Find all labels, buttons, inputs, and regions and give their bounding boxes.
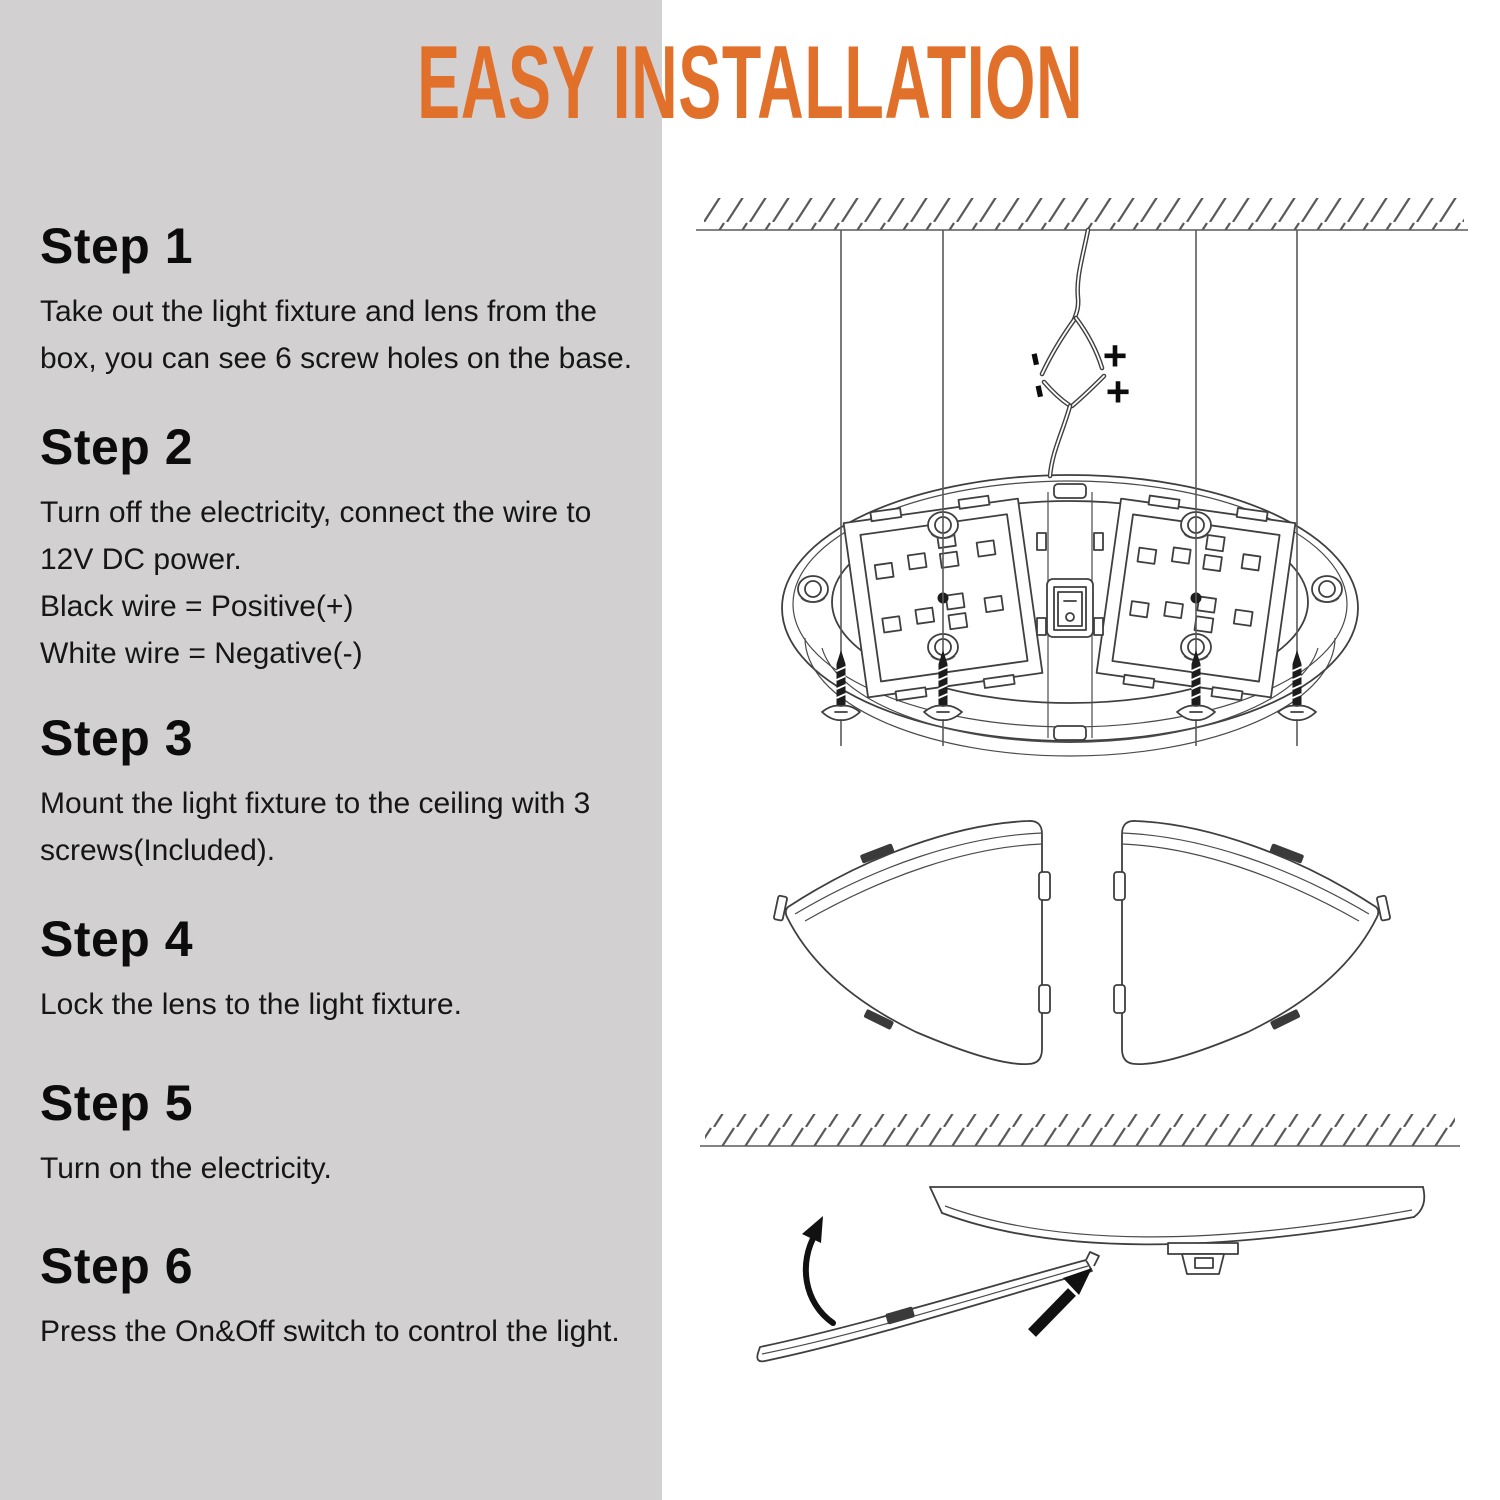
lens-half-right (1114, 821, 1390, 1064)
negative-mark: - (1012, 346, 1064, 371)
fixture-side-view (930, 1187, 1424, 1274)
page-title-text: EASY INSTALLATION (416, 25, 1084, 141)
positive-mark: + (1102, 332, 1128, 379)
page-title (0, 24, 1500, 143)
step-2 (40, 421, 645, 677)
lens-half-left (774, 821, 1050, 1064)
power-switch (1047, 579, 1093, 637)
step-text-line: White wire = Negative(-) (40, 637, 363, 670)
step-6 (40, 1240, 645, 1355)
step-text-line: screws(Included). (40, 834, 276, 867)
step-3 (40, 712, 645, 874)
ceiling-hatch (704, 198, 1464, 230)
step-6-heading: Step 6 (40, 1238, 194, 1294)
positive-mark: + (1105, 368, 1131, 415)
power-wire (1013, 230, 1130, 476)
step-5 (40, 1077, 645, 1192)
fixture-base (782, 475, 1358, 756)
step-6-body (40, 1308, 645, 1355)
lens-clip (1114, 872, 1125, 900)
lens-tab (1377, 895, 1391, 920)
step-text-line: 12V DC power. (40, 543, 242, 576)
ceiling-hatch (705, 1114, 1455, 1146)
step-text-line: Black wire = Positive(+) (40, 590, 354, 623)
lens-clip (1039, 872, 1050, 900)
step-text-line: Take out the light fixture and lens from the (40, 295, 597, 328)
step-5-heading: Step 5 (40, 1075, 194, 1131)
lens-clip (1114, 985, 1125, 1013)
lens-tab (774, 895, 788, 920)
lens-halves-diagram (760, 780, 1440, 1080)
step-4-body (40, 981, 645, 1028)
fixture-switch-bump (1168, 1243, 1238, 1274)
step-5-body (40, 1145, 645, 1192)
step-3-body (40, 780, 645, 874)
step-1 (40, 220, 645, 382)
step-4 (40, 913, 645, 1028)
step-1-body (40, 288, 645, 382)
lens-clip (1039, 985, 1050, 1013)
rotate-up-arrow (802, 1216, 833, 1323)
step-text-line: Press the On&Off switch to control the light. (40, 1315, 620, 1348)
step-text-line: Turn off the electricity, connect the wire to (40, 496, 592, 529)
fixture-base-diagram (680, 190, 1480, 760)
step-2-heading: Step 2 (40, 419, 194, 475)
negative-mark: - (1016, 378, 1068, 403)
step-text-line: Turn on the electricity. (40, 1152, 332, 1185)
lens-attach-diagram (690, 1095, 1470, 1390)
step-2-body (40, 489, 645, 677)
step-1-heading: Step 1 (40, 218, 194, 274)
step-text-line: Mount the light fixture to the ceiling with 3 (40, 787, 591, 820)
step-text-line: Lock the lens to the light fixture. (40, 988, 462, 1021)
step-4-heading: Step 4 (40, 911, 194, 967)
step-3-heading: Step 3 (40, 710, 194, 766)
step-text-line: box, you can see 6 screw holes on the base. (40, 342, 633, 375)
